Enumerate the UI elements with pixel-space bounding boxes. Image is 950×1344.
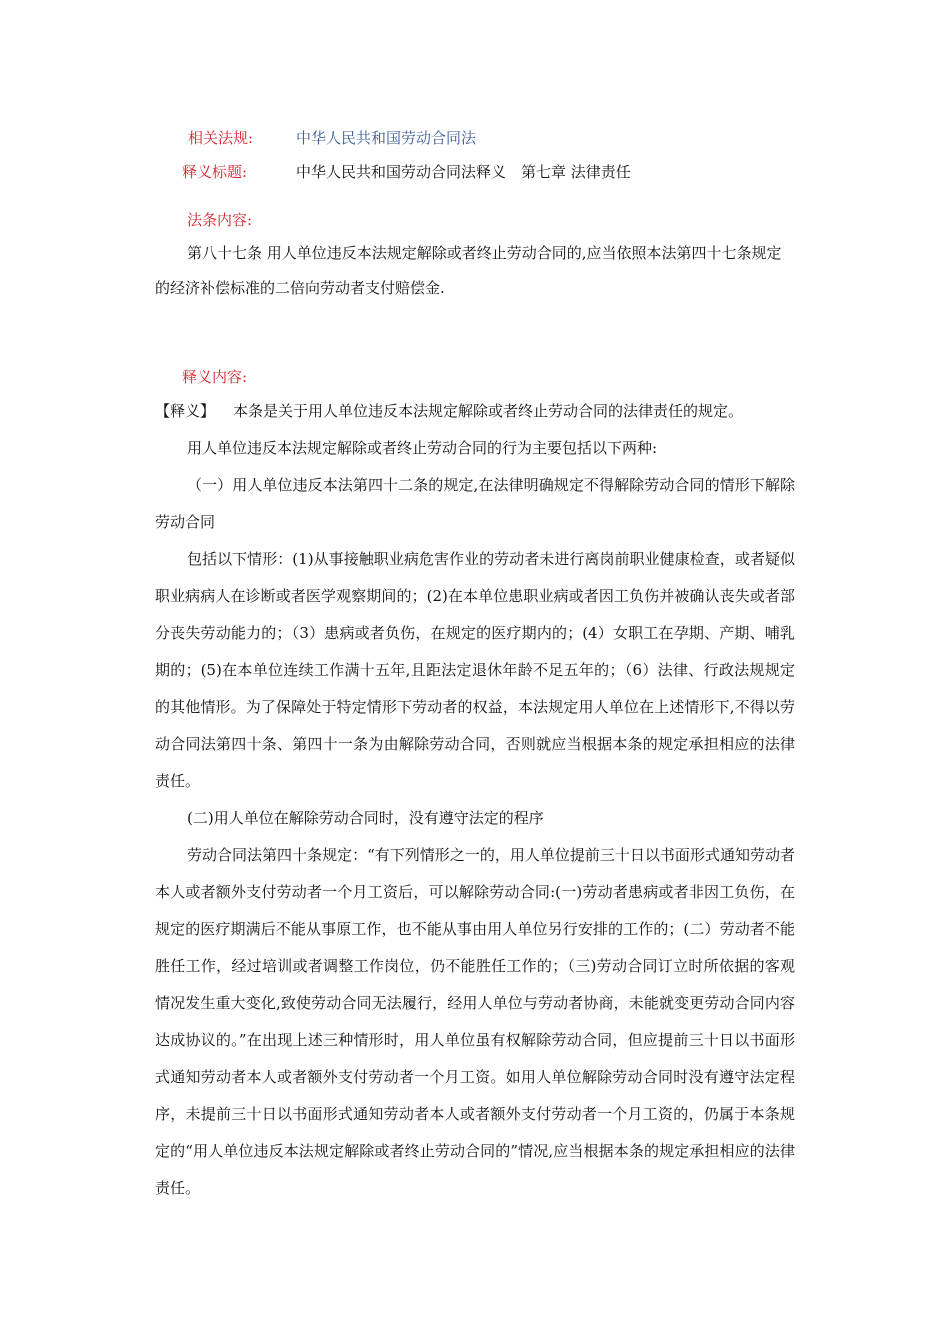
interpretation-intro-paragraph [155, 393, 795, 430]
article-text-block [155, 236, 795, 306]
body-paragraph: 劳动合同法第四十条规定：“有下列情形之一的，用人单位提前三十日以书面形式通知劳动者本人或者额外支付劳动者一个月工资后，可以解除劳动合同:(一)劳动者患病或者非因工负伤，在规定的医疗期满后不能从事原工作，也不能从事由用人单位另行安排的工作的；(二）劳动者不能胜任工作，经过培训或者调整工作岗位，仍不能胜任工作的；（三)劳动合同订立时所依据的客观情况发生重大变化,致使劳动合同无法履行，经用人单位与劳动者协商，未能就变更劳动合同内容达成协议的。”在出现上述三种情形时，用人单位虽有权解除劳动合同，但应提前三十日以书面形式通知劳动者本人或者额外支付劳动者一个月工资。如用人单位解除劳动合同时没有遵守法定程序，未提前三十日以书面形式通知劳动者本人或者额外支付劳动者一个月工资的，仍属于本条规定的“用人单位违反本法规定解除或者终止劳动合同的”情况,应当根据本条的规定承担相应的法律责任。 [155, 846, 795, 1197]
article-section-label: 法条内容: [187, 211, 253, 229]
related-law-value: 中华人民共和国劳动合同法 [296, 129, 477, 147]
interpretation-tag: 【释义】 [155, 402, 216, 420]
body-paragraph: (二)用人单位在解除劳动合同时，没有遵守法定的程序 [187, 809, 544, 827]
interpretation-intro: 本条是关于用人单位违反本法规定解除或者终止劳动合同的法律责任的规定。 [233, 402, 744, 420]
body-paragraph: 包括以下情形：(1)从事接触职业病危害作业的劳动者未进行离岗前职业健康检查，或者疑似职业病病人在诊断或者医学观察期间的；(2)在本单位患职业病或者因工负伤并被确认丧失或者部分丧失劳动能力的；（3）患病或者负伤，在规定的医疗期内的；(4）女职工在孕期、产期、哺乳期的；(5)在本单位连续工作满十五年,且距法定退休年龄不足五年的；（6）法律、行政法规规定的其他情形。为了保障处于特定情形下劳动者的权益，本法规定用人单位在上述情形下,不得以劳动合同法第四十条、第四十一条为由解除劳动合同，否则就应当根据本条的规定承担相应的法律责任。 [155, 550, 795, 790]
body-paragraph: 用人单位违反本法规定解除或者终止劳动合同的行为主要包括以下两种: [187, 439, 658, 457]
interpretation-section-label: 释义内容: [182, 368, 248, 386]
interpretation-title-value: 中华人民共和国劳动合同法释义 第七章 法律责任 [296, 163, 631, 181]
article-text: 第八十七条 用人单位违反本法规定解除或者终止劳动合同的,应当依照本法第四十七条规定的经济补偿标准的二倍向劳动者支付赔偿金. [155, 244, 782, 297]
interpretation-title-label: 释义标题: [182, 163, 248, 181]
related-law-label: 相关法规: [188, 129, 254, 147]
body-paragraph: （一）用人单位违反本法第四十二条的规定,在法律明确规定不得解除劳动合同的情形下解除劳动合同 [155, 476, 795, 531]
interpretation-body [155, 393, 795, 1207]
